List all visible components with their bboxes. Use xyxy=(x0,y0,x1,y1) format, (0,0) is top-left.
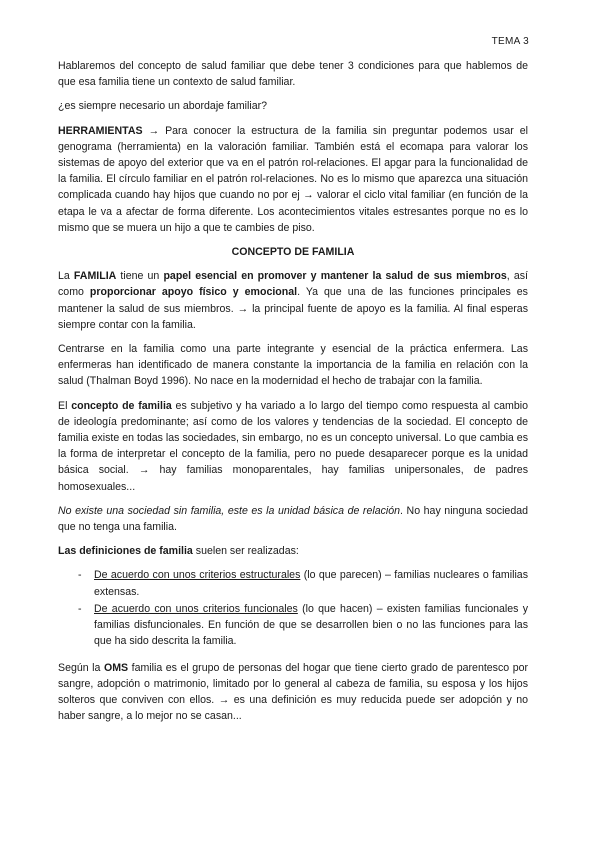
underlined-criterion: De acuerdo con unos criterios estructurales xyxy=(94,569,301,582)
text-span: . Ya que una de las funciones principales es mantener la salud de sus miembros. → la principal fuente de apoyo es la familia. Al final esperas siempre contar con la familia. xyxy=(58,286,528,331)
text-span: , así como xyxy=(58,270,528,299)
paragraph-familia-papel xyxy=(58,268,528,333)
paragraph-definiciones xyxy=(58,543,528,559)
list-item xyxy=(58,567,528,599)
herramientas-text: Para conocer la estructura de la familia sin preguntar podemos usar el genograma (herramienta) en la valoración familiar. También está el ecomapa para valorar los sistemas de apoyo del exterior que va en el patrón rol-relaciones. El apgar para la funcionalidad de la familia. El círculo familiar en el patrón rol-relaciones. No es lo mismo que aparezca una situación complicada cuando hay hijos que cuando no por ej → valorar el ciclo vital familiar (en función de la etapa le va a afectar de forma diferente. Los acontecimientos vitales estresantes porque no es lo mismo que se muera un hijo a que te cambies de piso. xyxy=(58,124,528,234)
text-span: tiene un xyxy=(116,270,164,283)
page-header-tema: TEMA 3 xyxy=(491,36,529,47)
paragraph-enfermera: Centrarse en la familia como una parte integrante y esencial de la práctica enfermera. Las enfermeras han identificado de manera constante la importancia de la familia en relación con la salud (Thalman Boyd 1996). No nace en la modernidad el hecho de trabajar con la familia. xyxy=(58,343,528,388)
text-span: Según la xyxy=(58,661,104,674)
text-span: suelen ser realizadas: xyxy=(192,545,299,558)
bold-oms: OMS xyxy=(103,661,129,674)
bold-apoyo: proporcionar apoyo físico y emocional xyxy=(89,286,298,299)
paragraph-question: ¿es siempre necesario un abordaje familiar? xyxy=(58,100,268,113)
bold-concepto-familia: concepto de familia xyxy=(71,399,172,412)
text-span: El xyxy=(58,399,72,412)
paragraph-oms xyxy=(58,660,528,725)
document-body xyxy=(58,58,528,732)
bold-papel-esencial: papel esencial en promover y mantener la salud de sus miembros xyxy=(163,270,507,283)
bold-definiciones: Las definiciones de familia xyxy=(58,545,193,558)
paragraph-sociedad xyxy=(58,503,528,535)
text-span: (lo que hacen) – existen familias funcionales y familias disfuncionales. En función de que se desarrollen bien o no las funciones para las que ha sido descrita la familia. xyxy=(94,602,528,648)
text-span: . No hay ninguna sociedad que no tenga una familia. xyxy=(58,504,528,534)
italic-quote: No existe una sociedad sin familia, este es la unidad básica de relación xyxy=(58,504,401,517)
underlined-criterion: De acuerdo con unos criterios funcionales xyxy=(94,602,298,615)
paragraph-concepto xyxy=(58,398,528,495)
herramientas-label: HERRAMIENTAS → xyxy=(58,124,160,137)
bold-familia: FAMILIA xyxy=(73,270,117,283)
section-title: CONCEPTO DE FAMILIA xyxy=(231,246,355,259)
text-span: es subjetivo y ha variado a lo largo del tiempo como respuesta al cambio de ideología predominante; así como de los valores y tendencias de la sociedad. El concepto de familia existe en todas las sociedades, sin embargo, no es un concepto universal. Lo que cambia es la forma de interpretar el concepto de la familia, pero no puede desaparecer porque es la unidad básica social. → hay familias monoparentales, hay familias unipersonales, de padres homosexuales... xyxy=(58,399,528,493)
text-span: familia es el grupo de personas del hogar que tiene cierto grado de parentesco por sangre, adopción o matrimonio, limitado por lo general al cabeza de familia, su esposa y los hijos solteros que conviven con ellos. → es una definición es muy reducida puede ser adopción y no haber sangre, a lo mejor no se casan... xyxy=(58,661,529,723)
definitions-list xyxy=(58,567,528,649)
paragraph-herramientas xyxy=(58,123,528,236)
list-item xyxy=(58,601,528,650)
paragraph-intro: Hablaremos del concepto de salud familiar que debe tener 3 condiciones para que hablemos de que esa familia tiene un contexto de salud familiar. xyxy=(58,60,528,89)
text-span: La xyxy=(58,270,74,283)
text-span: (lo que parecen) – familias nucleares o familias extensas. xyxy=(94,569,528,598)
